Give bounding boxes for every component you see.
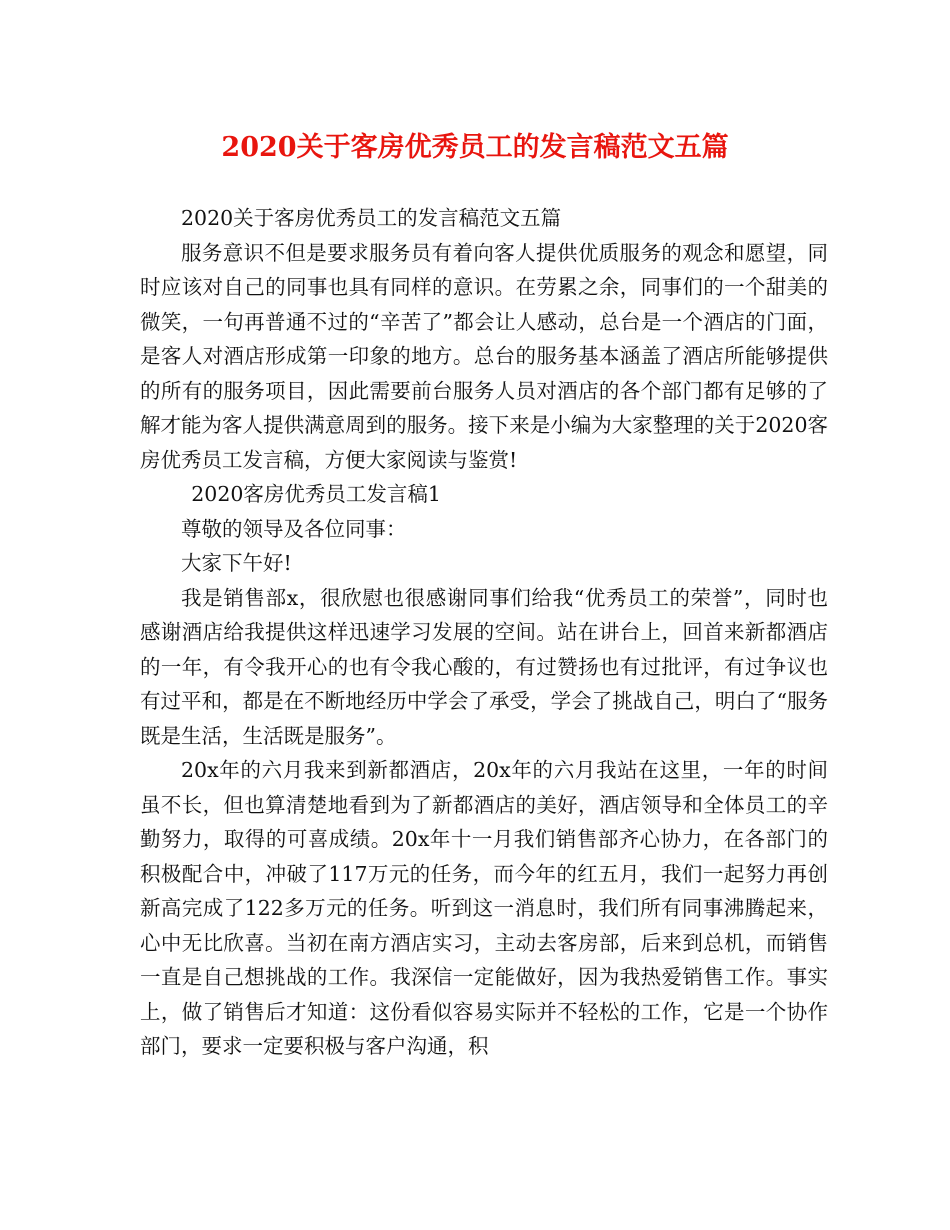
- body-paragraph: 20x年的六月我来到新都酒店，20x年的六月我站在这里，一年的时间虽不长，但也算清楚地看到为了新都酒店的美好，酒店领导和全体员工的辛勤努力，取得的可喜成绩。20x年十一月我们销售部齐心协力，在各部门的积极配合中，冲破了117万元的任务，而今年的红五月，我们一起努力再创新高完成了122多万元的任务。听到这一消息时，我们所有同事沸腾起来，心中无比欣喜。当初在南方酒店实习，主动去客房部，后来到总机，而销售一直是自己想挑战的工作。我深信一定能做好，因为我热爱销售工作。事实上，做了销售后才知道：这份看似容易实际并不轻松的工作，它是一个协作部门，要求一定要积极与客户沟通，积: [140, 758, 828, 1058]
- greeting-paragraph: 大家下午好!: [181, 551, 292, 575]
- intro-paragraph: 服务意识不但是要求服务员有着向客人提供优质服务的观念和愿望，同时应该对自己的同事也具有同样的意识。在劳累之余，同事们的一个甜美的微笑，一句再普通不过的“辛苦了”都会让人感动，总台是一个酒店的门面，是客人对酒店形成第一印象的地方。总台的服务基本涵盖了酒店所能够提供的所有的服务项目，因此需要前台服务人员对酒店的各个部门都有足够的了解才能为客人提供满意周到的服务。接下来是小编为大家整理的关于2020客房优秀员工发言稿，方便大家阅读与鉴赏!: [140, 240, 828, 472]
- body-paragraph: 我是销售部x，很欣慰也很感谢同事们给我“优秀员工的荣誉”，同时也感谢酒店给我提供这样迅速学习发展的空间。站在讲台上，回首来新都酒店的一年，有令我开心的也有令我心酸的，有过赞扬也有过批评，有过争议也有过平和，都是在不断地经历中学会了承受，学会了挑战自己，明白了“服务既是生活，生活既是服务”。: [140, 585, 828, 748]
- document-body: [140, 201, 828, 1064]
- subtitle-paragraph: 2020关于客房优秀员工的发言稿范文五篇: [181, 206, 562, 230]
- salutation-paragraph: 尊敬的领导及各位同事：: [181, 516, 407, 541]
- document-title: 2020关于客房优秀员工的发言稿范文五篇: [221, 132, 729, 163]
- section-heading: 2020客房优秀员工发言稿1: [191, 482, 441, 506]
